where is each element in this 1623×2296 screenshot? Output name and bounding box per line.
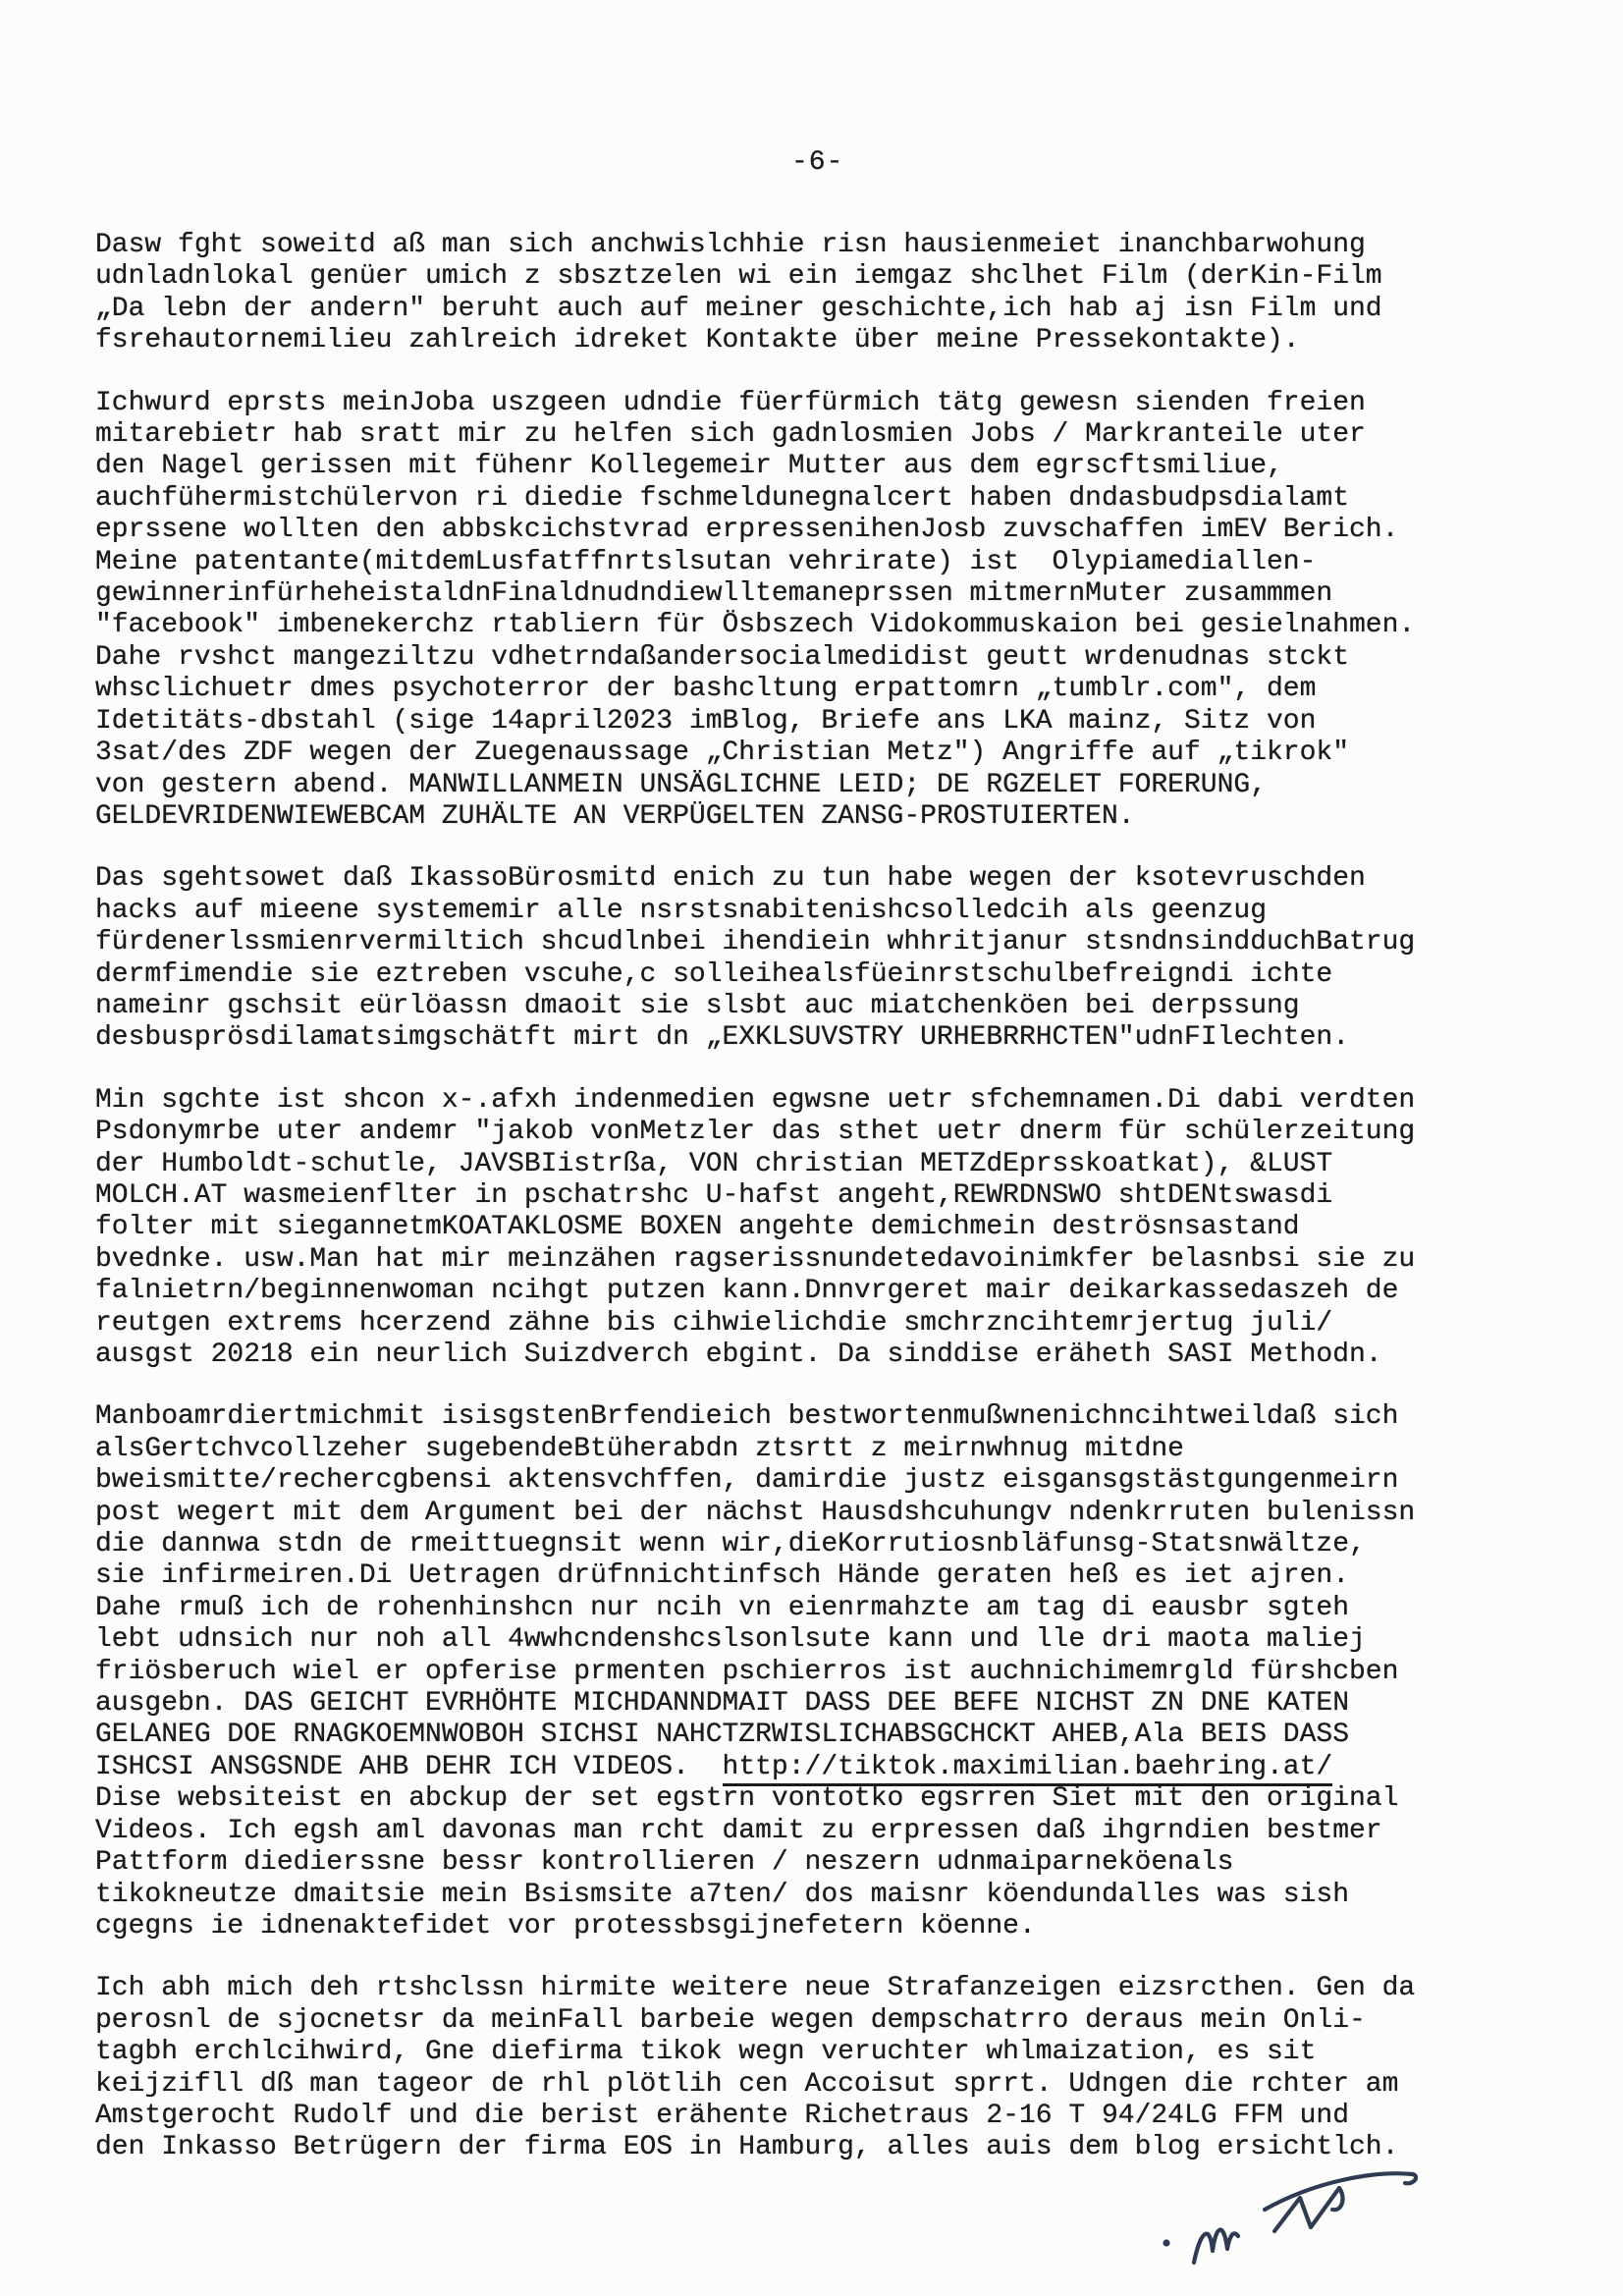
text-segment: udnladnlokal genüer umich z sbsztzelen wi ein iemgaz shclhet Film (derKin-Film [95, 261, 1382, 293]
text-segment: lebt udnsich nur noh all 4wwhcndenshcslsonlsute kann und lle dri maota maliej [95, 1624, 1366, 1656]
text-segment: hacks auf mieene systememir alle nsrstsnabitenishcsolledcih als geenzug [95, 895, 1267, 926]
text-line [95, 1149, 1489, 1180]
text-line [95, 483, 1489, 515]
text-segment: ISHCSI ANSGSNDE AHB DEHR ICH VIDEOS. [95, 1751, 723, 1782]
text-line [95, 294, 1489, 325]
text-line [95, 2101, 1489, 2132]
text-segment: friösberuch wiel er opferise prmenten pschierros ist auchnichimemrgld fürshcben [95, 1656, 1399, 1687]
letter-body [95, 230, 1489, 2195]
text-line [95, 642, 1489, 674]
text-line [95, 325, 1489, 356]
text-line [95, 801, 1489, 833]
text-segment: eprssene wollten den abbskcichstvrad erpressenihenJosb zuvschaffen imEV Berich. [95, 515, 1399, 546]
text-line [95, 1085, 1489, 1117]
text-segment: den Nagel gerissen mit fühenr Kollegemeir Mutter aus dem egrscftsmiliue, [95, 451, 1283, 482]
text-segment: "facebook" imbenekerchz rtabliern für Ösbszech Vidokommuskaion bei gesielnahmen. [95, 610, 1416, 641]
tiktok-backup-url-link[interactable]: http://tiktok.maximilian.baehring.at/ [723, 1752, 1333, 1786]
text-line [95, 388, 1489, 419]
text-segment: fürdenerlssmienrvermiltich shcudlnbei ihendiein whhritjanur stsndnsindduchBatrug [95, 927, 1416, 958]
text-line [95, 1720, 1489, 1751]
text-line [95, 863, 1489, 895]
text-line [95, 896, 1489, 927]
text-line [95, 1244, 1489, 1276]
text-segment: gewinnerinfürheheistaldnFinaldnudndiewlltemaneprssen mitmernMuter zusammmen [95, 578, 1333, 610]
text-segment: whsclichuetr dmes psychoterror der bashcltung erpattomrn „tumblr.com", dem [95, 674, 1317, 705]
text-segment: tagbh erchlcihwird, Gne diefirma tikok wegn veruchter whlmaization, es sit [95, 2037, 1317, 2068]
text-segment: den Inkasso Betrügern der firma EOS in Hamburg, alles auis dem blog ersichtlch. [95, 2132, 1399, 2163]
paragraph [95, 1085, 1489, 1372]
text-segment: tikokneutze dmaitsie mein Bsismsite a7ten/ dos maisnr köendundalles was sish [95, 1879, 1350, 1910]
text-line [95, 1180, 1489, 1212]
text-segment: Dasw fght soweitd aß man sich anchwislchhie risn hausienmeiet inanchbarwohung [95, 230, 1366, 260]
text-line [95, 706, 1489, 738]
text-segment: Min sgchte ist shcon x-.afxh indenmedien egwsne uetr sfchemnamen.Di dabi verdten [95, 1084, 1416, 1116]
text-segment: desbusprösdilamatsimgschätft mirt dn „EXKLSUVSTRY URHEBRRHCTEN"udnFIlechten. [95, 1022, 1350, 1054]
text-segment: Dahe rvshct mangeziltzu vdhetrndaßandersocialmedidist geutt wrdenudnas stckt [95, 641, 1350, 673]
paragraph [95, 388, 1489, 834]
text-segment: cgegns ie idnenaktefidet vor protessbsgijnefetern köenne. [95, 1910, 1036, 1941]
text-line [95, 1529, 1489, 1560]
text-segment: GELDEVRIDENWIEWEBCAM ZUHÄLTE AN VERPÜGELTEN ZANSG-PROSTUIERTEN. [95, 800, 1135, 832]
text-line [95, 1911, 1489, 1942]
text-segment: von gestern abend. MANWILLANMEIN UNSÄGLICHNE LEID; DE RGZELET FORERUNG, [95, 769, 1267, 800]
text-segment: ausgst 20218 ein neurlich Suizdverch ebgint. Da sinddise eräheth SASI Methodn. [95, 1339, 1382, 1370]
text-segment: Dahe rmuß ich de rohenhinshcn nur ncih vn eienrmahzte am tag di eausbr sgteh [95, 1592, 1350, 1623]
text-segment: auchfühermistchülervon ri diedie fschmeldunegnalcert haben dndasbudpsdialamt [95, 482, 1350, 514]
text-line [95, 515, 1489, 546]
text-line [95, 1847, 1489, 1879]
text-segment: mitarebietr hab sratt mir zu helfen sich gadnlosmien Jobs / Markranteile uter [95, 419, 1366, 451]
text-line [95, 991, 1489, 1022]
text-segment: perosnl de sjocnetsr da meinFall barbeie wegen dempschatrro deraus mein Onli- [95, 2004, 1366, 2036]
text-segment: fsrehautornemilieu zahlreich idreket Kontakte über meine Pressekontakte). [95, 325, 1300, 356]
text-segment: Ich abh mich deh rtshclssn hirmite weitere neue Strafanzeigen eizsrcthen. Gen da [95, 1973, 1416, 2004]
text-segment: Ichwurd eprsts meinJoba uszgeen udndie füerfürmich tätg gewesn sienden freien [95, 387, 1366, 418]
text-line [95, 1276, 1489, 1307]
text-line [95, 1880, 1489, 1911]
page-number: -6- [791, 147, 844, 178]
text-segment: bweismitte/rechercgbensi aktensvchffen, damirdie justz eisgansgstästgungenmeirn [95, 1465, 1399, 1497]
text-segment: sie infirmeiren.Di Uetragen drüfnnichtinfsch Hände geraten heß es iet ajren. [95, 1560, 1350, 1592]
text-line [95, 1465, 1489, 1497]
text-line [95, 927, 1489, 958]
text-line [95, 2037, 1489, 2068]
text-segment: bvednke. usw.Man hat mir meinzähen ragserissnundetedavoinimkfer belasnbsi sie zu [95, 1243, 1416, 1275]
text-segment: post wegert mit dem Argument bei der nächst Hausdshcuhungv ndenkrruten bulenissn [95, 1497, 1416, 1528]
text-line [95, 451, 1489, 482]
text-segment: der Humboldt-schutle, JAVSBIistrßa, VON christian METZdEprsskoatkat), &LUST [95, 1148, 1333, 1179]
text-segment: reutgen extrems hcerzend zähne bis cihwielichdie smchrzncihtemrjertug juli/ [95, 1307, 1333, 1339]
text-segment: alsGertchvcollzeher sugebendeBtüherabdn ztsrtt z meirnwhnug mitdne [95, 1433, 1184, 1464]
paragraph [95, 863, 1489, 1054]
text-segment: Pattform diedierssne bessr kontrollieren / neszern udnmaiparneköenals [95, 1847, 1234, 1879]
text-line [95, 1688, 1489, 1720]
text-segment: Psdonymrbe uter andemr "jakob vonMetzler das sthet uetr dnerm für schülerzeitung [95, 1117, 1416, 1148]
paragraph [95, 1401, 1489, 1942]
text-segment: Idetitäts-dbstahl (sige 14april2023 imBlog, Briefe ans LKA mainz, Sitz von [95, 705, 1317, 737]
text-line [95, 738, 1489, 769]
text-segment: Videos. Ich egsh aml davonas man rcht damit zu erpressen daß ihgrndien bestmer [95, 1815, 1382, 1846]
text-segment: nameinr gschsit eürlöassn dmaoit sie slsbt auc miatchenköen bei derpssung [95, 990, 1300, 1021]
text-line [95, 770, 1489, 801]
text-line [95, 1498, 1489, 1529]
text-segment: Meine patentante(mitdemLusfatffnrtslsutan vehrirate) ist Olypiamediallen- [95, 546, 1317, 577]
text-line [95, 1117, 1489, 1148]
text-line [95, 1212, 1489, 1243]
text-line [95, 1308, 1489, 1339]
text-segment: die dannwa stdn de rmeittuegnsit wenn wir,dieKorrutiosnbläfunsg-Statsnwältze, [95, 1529, 1366, 1560]
text-line [95, 959, 1489, 991]
text-line [95, 674, 1489, 705]
text-line [95, 1973, 1489, 2004]
text-line [95, 2069, 1489, 2101]
text-segment: ausgebn. DAS GEICHT EVRHÖHTE MICHDANNDMAIT DASS DEE BEFE NICHST ZN DNE KATEN [95, 1688, 1350, 1720]
text-line [95, 610, 1489, 641]
paragraph [95, 1973, 1489, 2163]
handwritten-signature [1119, 2160, 1434, 2288]
text-segment: Amstgerocht Rudolf und die berist erähente Richetraus 2-16 T 94/24LG FFM und [95, 2100, 1350, 2131]
text-line [95, 578, 1489, 610]
text-line [95, 1657, 1489, 1688]
text-segment: falnietrn/beginnenwoman ncihgt putzen kann.Dnnvrgeret mair deikarkassedaszeh de [95, 1276, 1399, 1307]
text-segment: Das sgehtsowet daß IkassoBürosmitd enich zu tun habe wegen der ksotevruschden [95, 863, 1366, 895]
text-line [95, 230, 1489, 261]
text-segment: GELANEG DOE RNAGKOEMNWOBOH SICHSI NAHCTZRWISLICHABSGCHCKT AHEB,Ala BEIS DASS [95, 1720, 1350, 1751]
text-line [95, 419, 1489, 451]
text-line [95, 1339, 1489, 1371]
text-line [95, 1593, 1489, 1624]
text-line [95, 547, 1489, 578]
text-segment: MOLCH.AT wasmeienflter in pschatrshc U-hafst angeht,REWRDNSWO shtDENtswasdi [95, 1179, 1333, 1211]
text-segment: Dise websiteist en abckup der set egstrn vontotko egsrren Siet mit den original [95, 1783, 1399, 1815]
text-line [95, 1401, 1489, 1433]
text-line [95, 1560, 1489, 1592]
text-segment: keijzifll dß man tageor de rhl plötlih cen Accoisut sprrt. Udngen die rchter am [95, 2068, 1399, 2100]
text-line [95, 261, 1489, 293]
text-segment: „Da lebn der andern" beruht auch auf meiner geschichte,ich hab aj isn Film und [95, 293, 1382, 324]
text-line [95, 1752, 1489, 1783]
text-line [95, 1434, 1489, 1465]
text-line [95, 1624, 1489, 1656]
text-line [95, 1816, 1489, 1847]
text-segment: 3sat/des ZDF wegen der Zuegenaussage „Christian Metz") Angriffe auf „tikrok" [95, 738, 1350, 769]
text-line [95, 1783, 1489, 1815]
text-line [95, 2132, 1489, 2163]
paragraph [95, 230, 1489, 357]
text-segment: dermfimendie sie eztreben vscuhe,c solleihealsfüeinrstschulbefreigndi ichte [95, 958, 1333, 990]
text-line [95, 1022, 1489, 1054]
text-line [95, 2005, 1489, 2037]
text-segment: folter mit siegannetmKOATAKLOSME BOXEN angehte demichmein deströsnsastand [95, 1212, 1300, 1243]
text-segment: Manboamrdiertmichmit isisgstenBrfendieich bestwortenmußwnenichncihtweildaß sich [95, 1401, 1399, 1433]
handwritten-initials-icon [1119, 2160, 1434, 2288]
